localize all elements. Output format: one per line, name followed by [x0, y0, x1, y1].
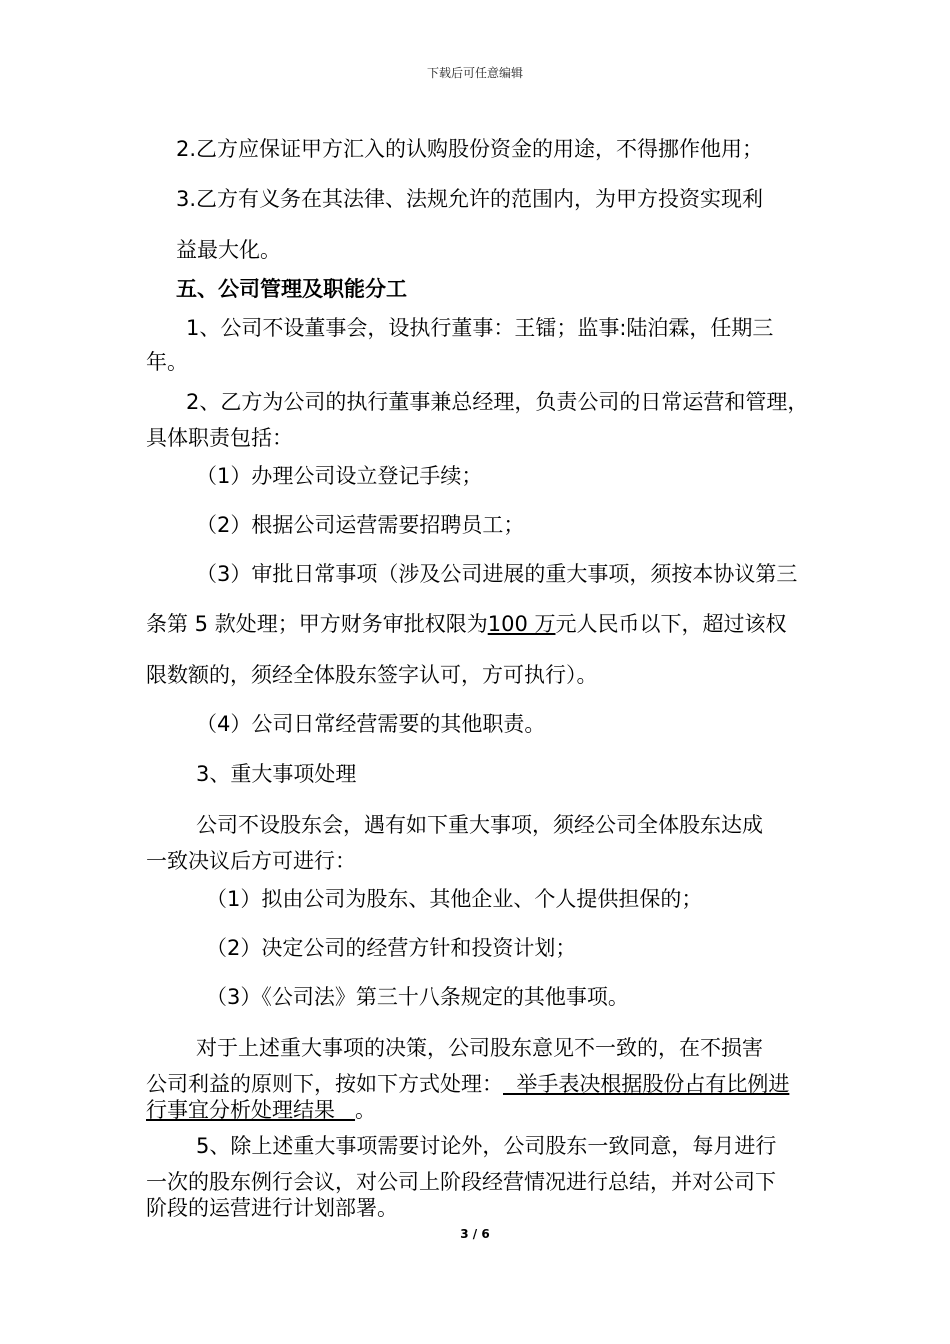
text-run: 元人民币以下，超过该权 — [555, 612, 787, 636]
paragraph-line: 3.乙方有义务在其法律、法规允许的范围内，为甲方投资实现利 — [176, 187, 764, 211]
decision-method-fill: 行事宜分析处理结果 — [146, 1098, 356, 1122]
paragraph-line — [146, 1096, 376, 1124]
paragraph-line: 限数额的，须经全体股东签字认可，方可执行）。 — [146, 663, 598, 687]
list-item: （1）办理公司设立登记手续； — [196, 464, 483, 488]
section-heading: 五、公司管理及职能分工 — [176, 277, 407, 301]
paragraph-line: 公司不设股东会，遇有如下重大事项，须经公司全体股东达成 — [196, 813, 763, 837]
paragraph-line — [146, 1070, 789, 1098]
list-item: （1）拟由公司为股东、其他企业、个人提供担保的； — [206, 887, 703, 911]
page-number: 3 / 6 — [460, 1227, 490, 1241]
subheading: 3、重大事项处理 — [196, 762, 357, 786]
paragraph-line: 年。 — [146, 350, 188, 374]
text-run: 条第 5 款处理；甲方财务审批权限为 — [146, 612, 488, 636]
list-item: （2）决定公司的经营方针和投资计划； — [206, 936, 577, 960]
paragraph-line: 2、乙方为公司的执行董事兼总经理，负责公司的日常运营和管理， — [186, 390, 809, 414]
list-item: （3）《公司法》第三十八条规定的其他事项。 — [206, 985, 629, 1009]
text-run: 公司利益的原则下，按如下方式处理： — [146, 1072, 503, 1096]
approval-limit-amount: 100 万 — [487, 612, 556, 636]
paragraph-line: 益最大化。 — [176, 238, 281, 262]
paragraph-line — [146, 610, 786, 638]
paragraph-line: 阶段的运营进行计划部署。 — [146, 1196, 398, 1220]
paragraph-line: 1、公司不设董事会，设执行董事：王镭；监事:陆泊霖，任期三 — [186, 316, 774, 340]
paragraph-line: 一致决议后方可进行： — [146, 849, 356, 873]
list-item: （3）审批日常事项（涉及公司进展的重大事项，须按本协议第三 — [196, 562, 798, 586]
list-item: （2）根据公司运营需要招聘员工； — [196, 513, 525, 537]
paragraph-line: 5、除上述重大事项需要讨论外，公司股东一致同意，每月进行 — [196, 1134, 777, 1158]
list-item: （4）公司日常经营需要的其他职责。 — [196, 712, 546, 736]
paragraph-line: 对于上述重大事项的决策，公司股东意见不一致的，在不损害 — [196, 1036, 763, 1060]
page-header: 下载后可任意编辑 — [426, 66, 523, 80]
paragraph-line: 具体职责包括： — [146, 426, 293, 450]
paragraph-line: 2.乙方应保证甲方汇入的认购股份资金的用途，不得挪作他用； — [176, 137, 764, 161]
text-run: 。 — [355, 1098, 377, 1122]
decision-method-fill: 举手表决根据股份占有比例进 — [503, 1072, 790, 1096]
paragraph-line: 一次的股东例行会议，对公司上阶段经营情况进行总结，并对公司下 — [146, 1170, 776, 1194]
